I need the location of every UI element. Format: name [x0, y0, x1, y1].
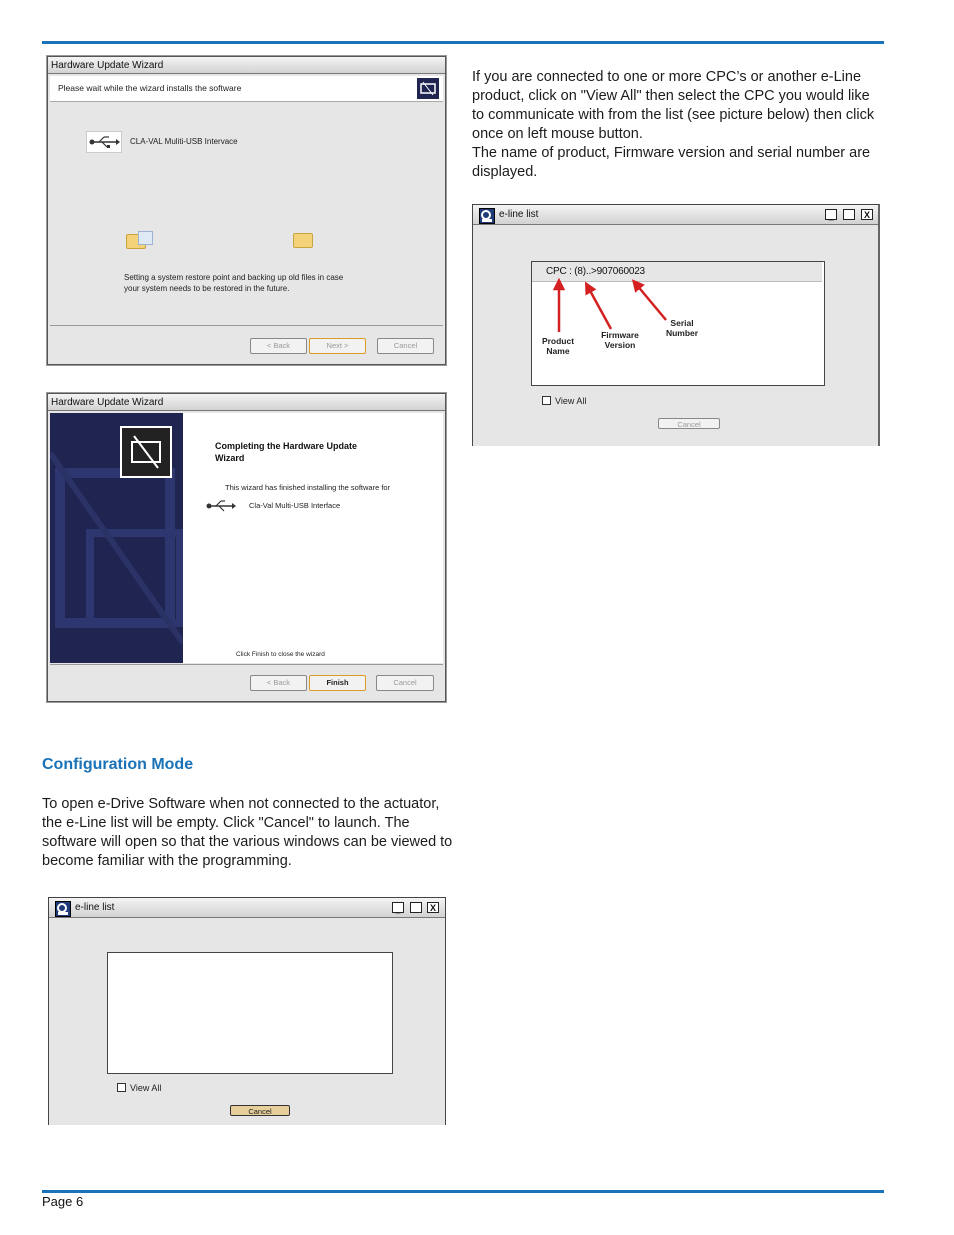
close-button[interactable]: X: [861, 209, 873, 220]
wizard-content-panel: [183, 413, 443, 663]
usb-icon: [86, 131, 122, 153]
section-body: To open e-Drive Software when not connected to the actuator, the e-Line list will be empty. Click "Cancel" to launch. The software will open so that the various windows can be viewed to become familiar with the programming.: [42, 796, 453, 869]
wizard-side-banner: [50, 413, 183, 663]
completion-heading: Completing the Hardware Update Wizard: [215, 441, 358, 463]
device-list-box[interactable]: [531, 261, 825, 386]
footer-divider: [50, 664, 443, 665]
page-number: Page 6: [42, 1194, 84, 1209]
close-button[interactable]: X: [427, 902, 439, 913]
document-icon: [138, 231, 153, 245]
intro-para-1: If you are connected to one or more CPC’s or another e-Line product, click on "View All" then select the CPC you would like to communicate with from the list (see picture below) then click once on left mouse button.: [472, 69, 875, 142]
close-hint: Click Finish to close the wizard: [236, 651, 325, 658]
usb-icon: [206, 497, 236, 515]
wizard-header-text: Please wait while the wizard installs the software: [58, 83, 242, 93]
section-heading: Configuration Mode: [42, 756, 194, 773]
minimize-button[interactable]: _: [825, 209, 837, 220]
top-rule: [42, 41, 884, 44]
cancel-button[interactable]: Cancel: [376, 675, 434, 691]
next-button[interactable]: Next >: [309, 338, 366, 354]
wizard-complete-window: [47, 393, 446, 702]
minimize-button[interactable]: _: [392, 902, 404, 913]
device-name: Cla-Val Multi-USB Interface: [249, 501, 341, 510]
view-all-checkbox[interactable]: View All: [117, 1083, 161, 1093]
folder-icon: [293, 233, 313, 248]
list-item-text: CPC : (8)..>907060023: [546, 266, 645, 277]
window-title: e-line list: [75, 902, 115, 913]
finish-button[interactable]: Finish: [309, 675, 366, 691]
checkbox-box[interactable]: [117, 1083, 126, 1092]
eline-list-empty-window: [48, 897, 446, 1125]
cancel-button[interactable]: Cancel: [377, 338, 434, 354]
app-logo-icon: [55, 901, 71, 917]
maximize-button[interactable]: [843, 209, 855, 220]
bottom-rule: [42, 1190, 884, 1193]
intro-paragraph: [472, 68, 884, 182]
window-title: Hardware Update Wizard: [48, 394, 445, 411]
cancel-button[interactable]: Cancel: [230, 1105, 290, 1116]
back-button[interactable]: < Back: [250, 675, 307, 691]
eline-list-window: [472, 204, 880, 446]
wizard-installing-window: [47, 56, 446, 365]
app-logo-icon: [479, 208, 495, 224]
window-titlebar: [473, 205, 878, 225]
status-text: Setting a system restore point and backing up old files in case your system needs to be restored in the future.: [124, 273, 344, 293]
view-all-checkbox[interactable]: View All: [542, 396, 586, 406]
footer-divider: [50, 325, 443, 326]
device-list-box[interactable]: [107, 952, 393, 1074]
window-titlebar: [49, 898, 445, 918]
cancel-button[interactable]: Cancel: [658, 418, 720, 429]
back-button[interactable]: < Back: [250, 338, 307, 354]
checkbox-box[interactable]: [542, 396, 551, 405]
hardware-icon: [120, 426, 172, 478]
hardware-icon: [417, 78, 439, 99]
intro-para-2: The name of product, Firmware version and serial number are displayed.: [472, 145, 871, 180]
window-title: e-line list: [499, 209, 539, 220]
serial-number-label: Serial Number: [665, 318, 699, 338]
wizard-header-panel: [50, 76, 443, 102]
window-title: Hardware Update Wizard: [48, 57, 445, 74]
product-name-label: Product Name: [541, 336, 575, 356]
device-name: CLA-VAL Muliti-USB Intervace: [130, 137, 238, 146]
maximize-button[interactable]: [410, 902, 422, 913]
firmware-version-label: Firmware Version: [601, 330, 639, 350]
finished-text: This wizard has finished installing the software for: [225, 483, 391, 492]
